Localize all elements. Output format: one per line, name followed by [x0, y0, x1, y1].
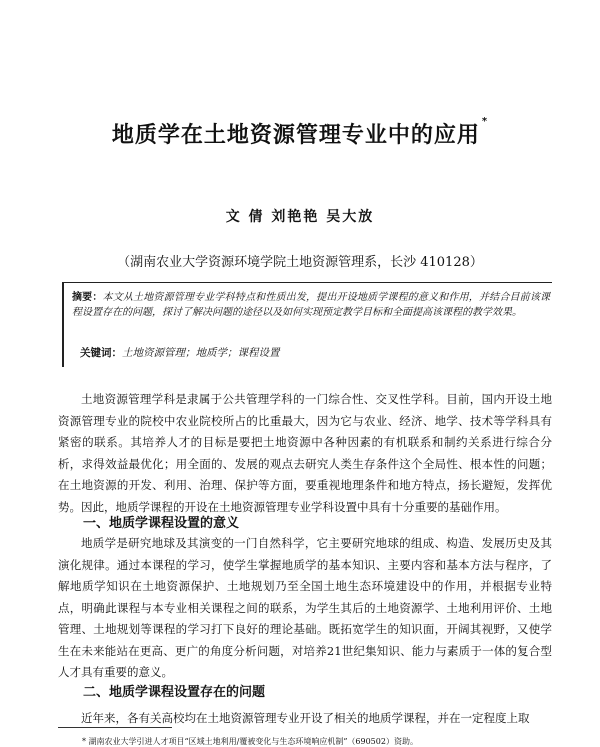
footnote: * 湖南农业大学引进人才项目“区域土地利用/覆被变化与生态环境响应机制”（690502）资助。	[82, 737, 418, 746]
keywords	[80, 345, 280, 360]
title-footnote-mark: *	[481, 116, 489, 127]
paper-title: 地质学在土地资源管理专业中的应用*	[111, 116, 489, 148]
paragraph-section-1: 地质学是研究地球及其演变的一门自然科学，它主要研究地球的组成、构造、发展历史及其演化规律。通过本课程的学习，使学生掌握地质学的基本知识、主要内容和基本方法与程序，了解地质学知识在土地资源保护、土地规划乃至全国土地生态环境建设中的作用，并根据专业特点，明确此课程与本专业相关课程之间的联系，为学生其后的土地资源学、土地利用评价、土地管理、土地规划等课程的学习打下良好的理论基础。既拓宽学生的知识面，开阔其视野，又使学生在未来能站在更高、更广的角度分析问题，对培养21世纪集知识、能力与素质于一体的复合型人才具有重要的意义。	[58, 536, 552, 679]
paragraph-intro: 土地资源管理学科是隶属于公共管理学科的一门综合性、交叉性学科。目前，国内开设土地资源管理专业的院校中农业院校所占的比重最大，因为它与农业、经济、地学、技术等学科具有紧密的联系。其培养人才的目标是要把土地资源中各种因素的有机联系和制约关系进行综合分析，求得效益最优化；用全面的、发展的观点去研究人类生存条件这个全局性、根本性的问题；在土地资源的开发、利用、治理、保护等方面，要重视地理条件和地方特点，扬长避短，发挥优势。因此，地质学课程的开设在土地资源管理专业学科设置中具有十分重要的基础作用。	[58, 392, 552, 514]
affiliation: （湖南农业大学资源环境学院土地资源管理系，长沙 410128）	[117, 255, 483, 270]
abstract-label: 摘要：	[72, 292, 103, 303]
section-heading-2: 二、地质学课程设置存在的问题	[83, 685, 266, 700]
paragraph-section-2: 近年来，各有关高校均在土地资源管理专业开设了相关的地质学课程，并在一定程度上取	[81, 711, 530, 725]
authors: 文 倩 刘艳艳 吴大放	[225, 209, 375, 225]
section-heading-1: 一、地质学课程设置的意义	[83, 516, 240, 531]
keywords-text: 土地资源管理；地质学；课程设置	[122, 347, 280, 359]
abstract	[72, 290, 550, 320]
abstract-text: 本文从土地资源管理专业学科特点和性质出发，提出开设地质学课程的意义和作用，并结合目前该课程设置存在的问题，探讨了解决问题的途径以及如何实现预定教学目标和全面提高该课程的教学效果。	[72, 292, 551, 318]
keywords-label: 关键词：	[80, 347, 122, 359]
footnote-rule	[58, 727, 172, 728]
